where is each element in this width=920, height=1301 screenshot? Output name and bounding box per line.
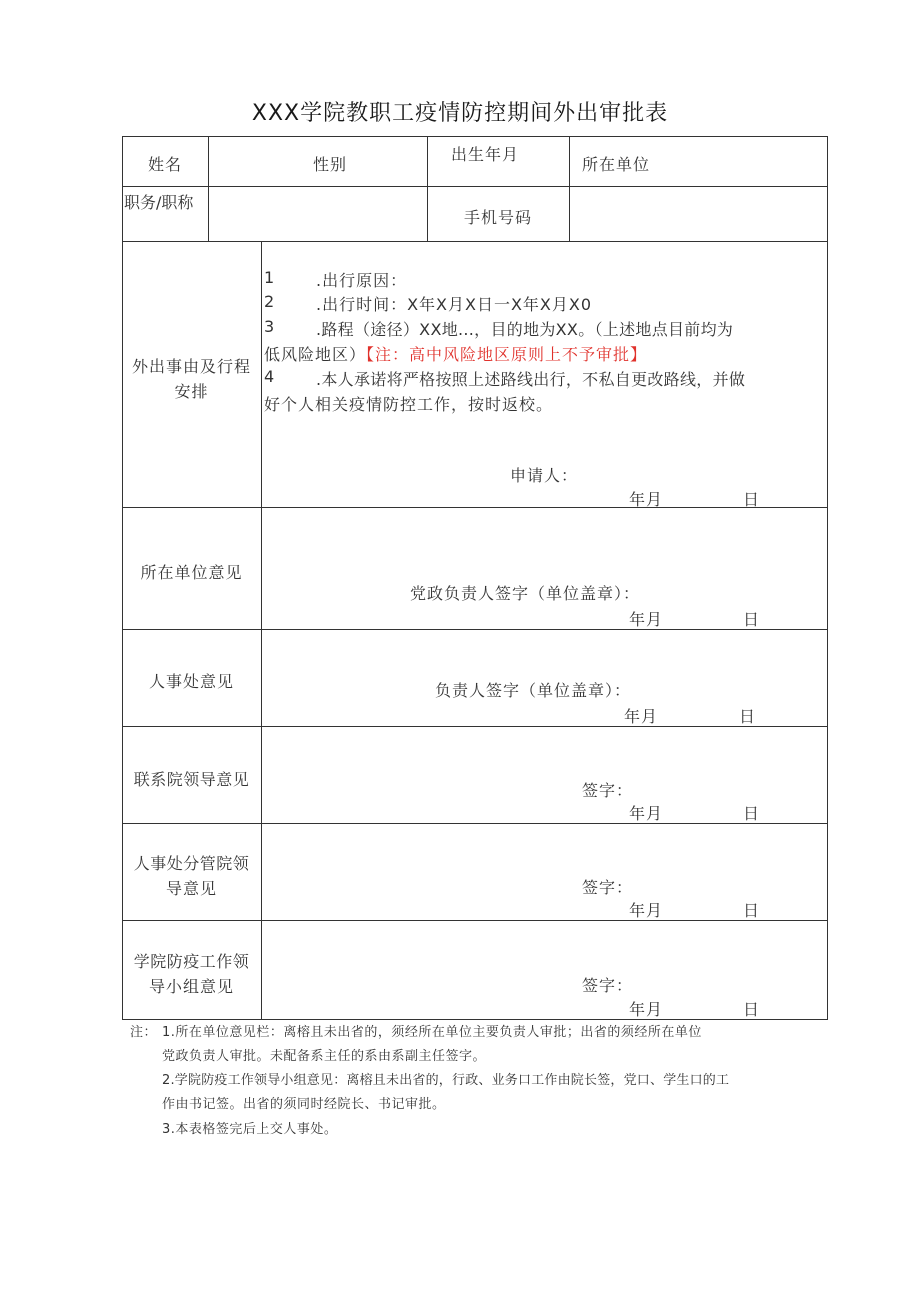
trip-item-3-num: 3: [264, 317, 276, 336]
hr-leader-opinion-date-d: 日: [743, 901, 761, 920]
trip-item-2-text: .出行时间：X年X月X日一X年X月X0: [316, 295, 593, 314]
trip-item-4-cont: 好个人相关疫情防控工作，按时返校。: [264, 395, 554, 414]
trip-label-cont: 安排: [174, 382, 209, 401]
trip-item-3-text: .路程（途径）XX地...，目的地为XX。（上述地点目前均为: [316, 320, 734, 339]
liaison-opinion-date-d: 日: [743, 804, 761, 823]
unit-label: 所在单位: [582, 155, 651, 174]
unit-opinion-sign: 党政负责人签字（单位盖章）：: [410, 584, 641, 603]
trip-date-d: 日: [743, 490, 761, 509]
hr-leader-opinion-label-cont: 导意见: [165, 879, 217, 898]
epidemic-group-opinion-date-d: 日: [743, 1000, 761, 1019]
hr-leader-opinion-date-ym: 年月: [629, 901, 664, 920]
gender-label: 性别: [312, 155, 347, 174]
trip-label: 外出事由及行程: [131, 357, 251, 376]
note-3: 3.本表格签完后上交人事处。: [162, 1122, 338, 1137]
phone-label: 手机号码: [463, 208, 532, 227]
liaison-opinion-sign: 签字：: [582, 781, 634, 800]
note-1: 1.所在单位意见栏：离榕且未出省的，须经所在单位主要负责人审批；出省的须经所在单位: [162, 1025, 702, 1040]
trip-item-3-cont-text: 低风险地区）: [264, 345, 367, 364]
epidemic-group-opinion-date-ym: 年月: [629, 1000, 664, 1019]
applicant-label: 申请人：: [510, 466, 579, 485]
trip-item-1-num: 1: [264, 268, 276, 287]
trip-item-2-num: 2: [264, 292, 276, 311]
risk-area-note: 【注：高中风险地区原则上不予审批】: [366, 345, 648, 364]
note-2: 2.学院防疫工作领导小组意见：离榕且未出省的，行政、业务口工作由院长签，党口、学生口的工: [162, 1073, 730, 1088]
hr-leader-opinion-label: 人事处分管院领: [133, 854, 250, 873]
trip-item-4-text: .本人承诺将严格按照上述路线出行，不私自更改路线，并做: [316, 370, 746, 389]
hr-opinion-date-d: 日: [739, 707, 757, 726]
unit-opinion-label: 所在单位意见: [140, 563, 243, 582]
name-label: 姓名: [147, 155, 182, 174]
trip-item-4-num: 4: [264, 367, 276, 386]
epidemic-group-opinion-sign: 签字：: [582, 976, 634, 995]
hr-opinion-date-ym: 年月: [624, 707, 659, 726]
trip-item-1-text: .出行原因：: [316, 271, 408, 290]
form-title: XXX学院教职工疫情防控期间外出审批表: [251, 101, 669, 126]
notes-prefix: 注：: [130, 1025, 158, 1040]
liaison-opinion-date-ym: 年月: [629, 804, 664, 823]
birth-label: 出生年月: [450, 145, 519, 164]
trip-date-ym: 年月: [629, 490, 664, 509]
trip-item-3-cont: [264, 342, 647, 365]
note-1-cont: 党政负责人审批。未配备系主任的系由系副主任签字。: [162, 1049, 487, 1064]
hr-leader-opinion-sign: 签字：: [582, 878, 634, 897]
epidemic-group-opinion-label-cont: 导小组意见: [148, 977, 234, 996]
epidemic-group-opinion-label: 学院防疫工作领: [133, 952, 250, 971]
note-2-cont: 作由书记签。出省的须同时经院长、书记审批。: [162, 1097, 446, 1112]
unit-opinion-date-ym: 年月: [629, 610, 664, 629]
position-label: 职务/职称: [124, 193, 194, 212]
hr-opinion-sign: 负责人签字（单位盖章）：: [435, 681, 632, 700]
unit-opinion-date-d: 日: [743, 610, 761, 629]
liaison-opinion-label: 联系院领导意见: [133, 770, 250, 789]
hr-opinion-label: 人事处意见: [148, 672, 234, 691]
